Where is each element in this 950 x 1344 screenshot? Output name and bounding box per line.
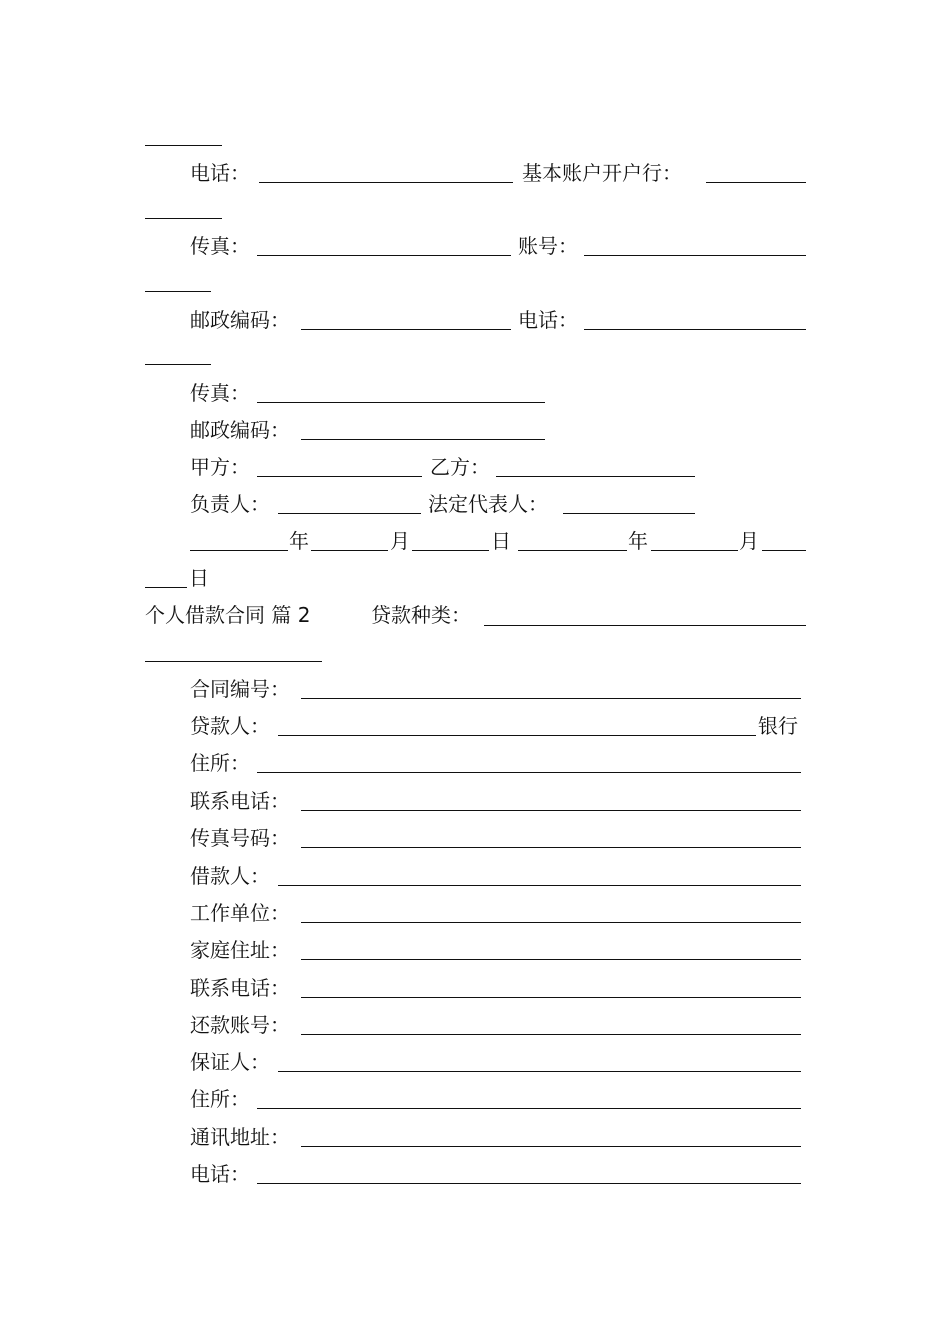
employer-blank[interactable] [301,922,801,923]
contact-phone-blank[interactable] [301,810,801,811]
date-month-blank[interactable] [651,550,738,551]
date-month-label: 月 [739,529,759,553]
blank-line [145,145,222,146]
address-blank-2[interactable] [257,1108,801,1109]
blank-line [145,218,222,219]
contact-phone-blank-2[interactable] [301,997,801,998]
fax-blank[interactable] [257,255,511,256]
date-day-label: 日 [491,529,511,553]
address-label: 住所： [190,751,250,775]
postcode-blank[interactable] [301,329,511,330]
fax-number-label: 传真号码： [190,826,290,850]
responsible-blank[interactable] [278,513,421,514]
postcode-label-b: 邮政编码： [190,418,290,442]
blank-line [145,364,211,365]
mail-address-label: 通讯地址： [190,1125,290,1149]
party-a-blank[interactable] [257,476,422,477]
date-day-blank[interactable] [412,550,489,551]
contact-phone-label-2: 联系电话： [190,976,290,1000]
party-a-label: 甲方： [190,455,250,479]
borrower-label: 借款人： [190,864,270,888]
legal-rep-blank[interactable] [563,513,695,514]
date-day-blank[interactable] [145,587,187,588]
account-label: 账号： [518,234,578,258]
lender-blank[interactable] [278,735,756,736]
mail-address-blank[interactable] [301,1146,801,1147]
bank-blank[interactable] [706,182,806,183]
lender-label: 贷款人： [190,714,270,738]
address-blank[interactable] [257,772,801,773]
responsible-label: 负责人： [190,492,270,516]
date-year-blank[interactable] [518,550,627,551]
fax-blank-b[interactable] [257,402,545,403]
phone-blank[interactable] [259,182,513,183]
account-blank[interactable] [584,255,806,256]
contract-no-blank[interactable] [301,698,801,699]
guarantor-blank[interactable] [278,1071,801,1072]
loan-type-blank[interactable] [484,625,806,626]
contract-no-label: 合同编号： [190,677,290,701]
repay-account-blank[interactable] [301,1034,801,1035]
phone-label-b: 电话： [518,308,578,332]
bank-label: 基本账户开户行： [522,161,682,185]
date-year-blank[interactable] [190,550,288,551]
contact-phone-label: 联系电话： [190,789,290,813]
loan-type-label: 贷款种类： [371,603,471,627]
fax-label-b: 传真： [190,381,250,405]
borrower-blank[interactable] [278,885,801,886]
address-label-2: 住所： [190,1087,250,1111]
fax-label: 传真： [190,234,250,258]
postcode-label: 邮政编码： [190,308,290,332]
phone-label: 电话： [190,161,250,185]
date-day-blank[interactable] [762,550,806,551]
blank-line [145,661,322,662]
employer-label: 工作单位： [190,901,290,925]
repay-account-label: 还款账号： [190,1013,290,1037]
phone-blank-b[interactable] [584,329,806,330]
section-title: 个人借款合同 篇 2 [145,603,311,627]
home-address-label: 家庭住址： [190,938,290,962]
date-month-blank[interactable] [311,550,388,551]
guarantor-label: 保证人： [190,1050,270,1074]
bank-suffix: 银行 [758,714,798,738]
fax-number-blank[interactable] [301,847,801,848]
home-address-blank[interactable] [301,959,801,960]
legal-rep-label: 法定代表人： [428,492,548,516]
party-b-blank[interactable] [496,476,695,477]
blank-line [145,291,211,292]
date-year-label: 年 [289,529,309,553]
date-year-label: 年 [628,529,648,553]
date-day-label: 日 [189,566,209,590]
phone-blank-final[interactable] [257,1183,801,1184]
date-month-label: 月 [390,529,410,553]
party-b-label: 乙方： [430,455,490,479]
phone-label-final: 电话： [190,1162,250,1186]
postcode-blank-b[interactable] [301,439,545,440]
